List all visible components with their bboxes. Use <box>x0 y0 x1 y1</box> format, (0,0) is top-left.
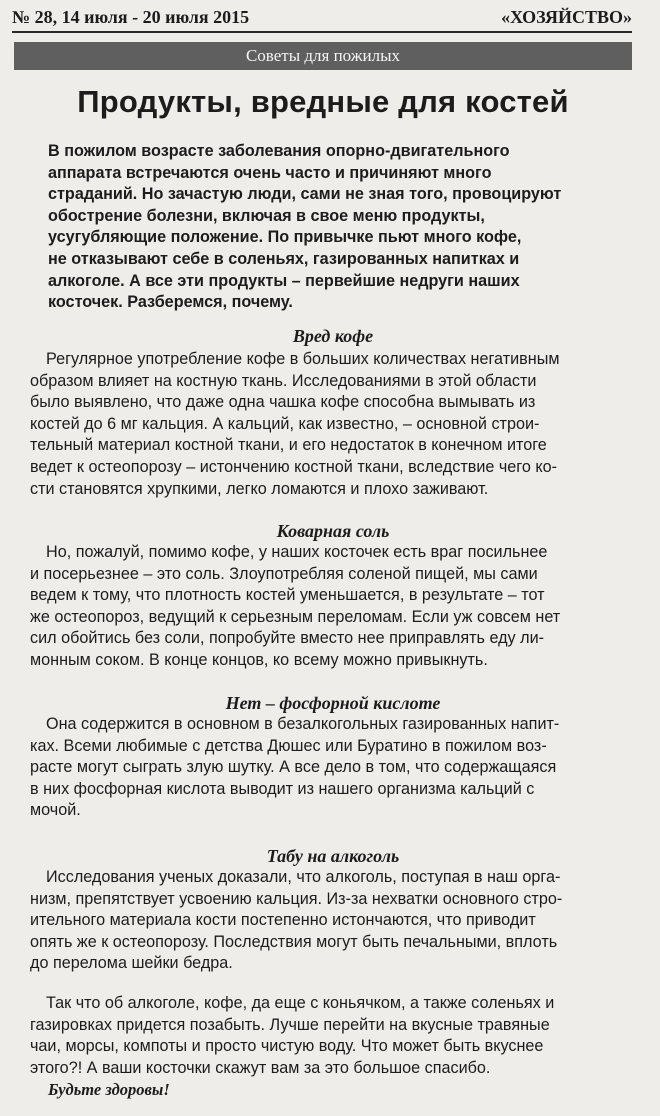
lead-line: не отказывают себе в соленьях, газированных напитках и <box>48 249 520 268</box>
lead-line: страданий. Но зачастую люди, сами не зная того, провоцируют <box>48 185 562 204</box>
section-alcohol <box>30 845 636 975</box>
body-line: костей до 6 мг кальция. А кальций, как известно, – основной строи- <box>30 414 540 433</box>
masthead <box>12 6 632 28</box>
body-line: низм, препятствует усвоению кальция. Из-за нехватки основного стро- <box>30 889 563 908</box>
body-line: расте могут сыграть злую шутку. А все дело в том, что содержащаяся <box>30 758 557 777</box>
lead-line: алкоголе. А все эти продукты – первейшие недруги наших <box>48 271 520 290</box>
section-heading: Коварная соль <box>276 521 390 541</box>
lead-line: обострение болезни, включая в свое меню продукты, <box>48 206 485 225</box>
section-heading: Нет – фосфорной кислоте <box>225 693 441 713</box>
body-line: Регулярное употребление кофе в больших количествах негативным <box>46 350 560 368</box>
body-line: до перелома шейки бедра. <box>30 954 233 973</box>
section-coffee <box>30 325 636 500</box>
masthead-rule <box>12 31 632 33</box>
article-lead <box>48 141 588 314</box>
conclusion-body <box>30 993 636 1079</box>
lead-line: В пожилом возрасте заболевания опорно-двигательного <box>48 142 510 160</box>
body-line: ведем к тому, что плотность костей уменьшается, в результате – тот <box>30 586 545 605</box>
body-line: Но, пожалуй, помимо кофе, у наших косточек есть враг посильнее <box>46 543 548 561</box>
body-line: сти становятся хрупкими, легко ломаются и плохо заживают. <box>30 479 489 498</box>
body-line: мочой. <box>30 801 81 820</box>
lead-line: косточек. Разберемся, почему. <box>48 293 293 312</box>
issue-info: № 28, 14 июля - 20 июля 2015 <box>12 6 250 27</box>
section-conclusion <box>30 993 636 1100</box>
body-line: чаи, морсы, компоты и просто чистую воду. Что может быть вкуснее <box>30 1037 544 1056</box>
section-heading: Вред кофе <box>292 326 374 346</box>
section-heading: Табу на алкоголь <box>266 846 400 866</box>
body-line: сил обойтись без соли, попробуйте вместо нее приправлять еду ли- <box>30 629 545 648</box>
section-salt <box>30 520 636 672</box>
body-line: тельный материал костной ткани, и его недостаток в конечном итоге <box>30 436 547 455</box>
lead-line: аппарата встречаются очень часто и причиняют много <box>48 163 492 182</box>
body-line: ительного материала кости постепенно истончаются, что приводит <box>30 911 536 930</box>
body-line: газировках придется позабыть. Лучше перейти на вкусные травяные <box>30 1015 550 1034</box>
body-line: ведет к остеопорозу – истончению костной ткани, вследствие чего ко- <box>30 457 558 476</box>
newspaper-name: «ХОЗЯЙСТВО» <box>501 6 632 27</box>
body-line: Так что об алкоголе, кофе, да еще с коньячком, а также соленьях и <box>46 994 555 1012</box>
section-phosphoric-acid <box>30 692 636 822</box>
body-line: Исследования ученых доказали, что алкоголь, поступая в наш орга- <box>46 868 561 886</box>
body-line: ках. Всеми любимые с детства Дюшес или Буратино в пожилом воз- <box>30 736 547 755</box>
signoff: Будьте здоровы! <box>48 1080 170 1100</box>
article-title: Продукты, вредные для костей <box>77 84 569 119</box>
section-body <box>30 867 636 975</box>
body-line: монным соком. В конце концов, ко всему можно привыкнуть. <box>30 650 488 669</box>
body-line: было выявлено, что даже одна чашка кофе способна вымывать из <box>30 393 536 412</box>
rubric-banner <box>14 42 632 70</box>
rubric-label: Советы для пожилых <box>245 46 401 65</box>
body-line: Она содержится в основном в безалкогольных газированных напит- <box>46 715 560 733</box>
lead-line: усугубляющие положение. По привычке пьют много кофе, <box>48 228 522 247</box>
body-line: образом влияет на костную ткань. Исследованиями в этой области <box>30 371 537 390</box>
section-body <box>30 714 636 822</box>
body-line: в них фосфорная кислота выводит из нашего организма кальций с <box>30 779 535 798</box>
body-line: же остеопороз, ведущий к серьезным переломам. Если уж совсем нет <box>30 607 561 626</box>
body-line: опять же к остеопорозу. Последствия могут быть печальными, вплоть <box>30 932 558 951</box>
body-line: и посерьезнее – это соль. Злоупотребляя соленой пищей, мы сами <box>30 564 538 583</box>
section-body <box>30 349 636 500</box>
body-line: этого?! А ваши косточки скажут вам за это большое спасибо. <box>30 1058 491 1077</box>
section-body <box>30 542 636 672</box>
